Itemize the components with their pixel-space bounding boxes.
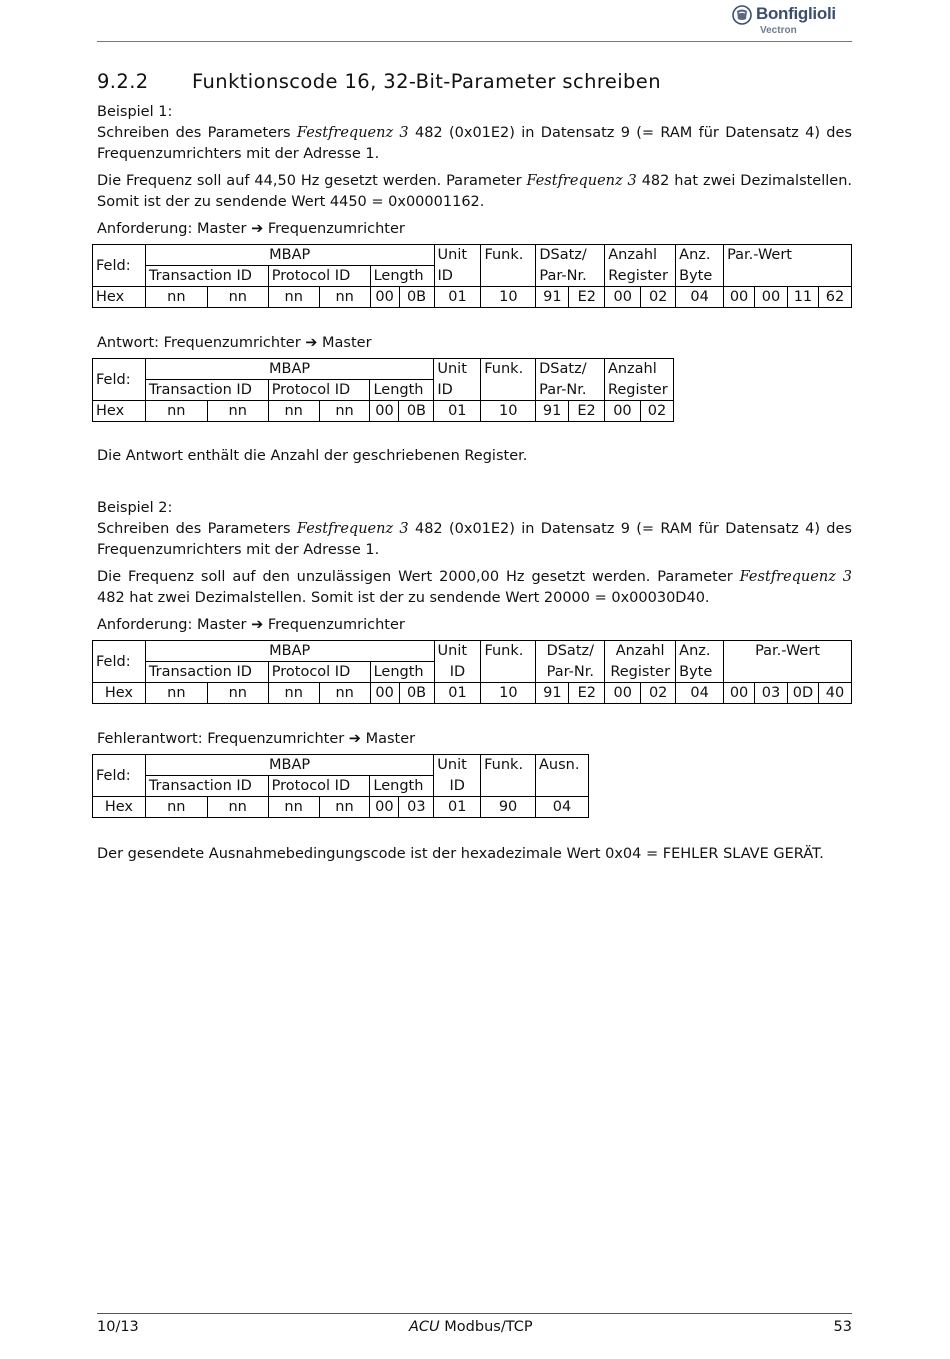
footer-doc-italic: ACU — [409, 1319, 440, 1335]
hex-row — [93, 287, 852, 308]
request-table-2 — [92, 640, 852, 704]
text: 482 (0x01E2) in Datensatz 9 (= RAM für Datensatz 4) des Frequenzumrichters mit der Adresse 1. — [97, 125, 852, 162]
hex-cell: 0D — [787, 683, 818, 704]
footer-page-number: 53 — [833, 1319, 852, 1335]
protocol-id-header: Protocol ID — [268, 776, 370, 797]
example1-paragraph1 — [97, 123, 852, 165]
ausn-header: Ausn. — [536, 755, 589, 776]
hex-cell: 03 — [399, 797, 434, 818]
example1-note: Die Antwort enthält die Anzahl der geschriebenen Register. — [97, 448, 528, 464]
hex-cell: nn — [207, 797, 268, 818]
field-label: Feld: — [93, 359, 146, 401]
length-header: Length — [370, 380, 434, 401]
par-wert-header: Par.-Wert — [724, 641, 852, 662]
protocol-id-header: Protocol ID — [268, 662, 370, 683]
unit-header-2: ID — [434, 266, 481, 287]
request-table-1 — [92, 244, 852, 308]
hex-cell: 01 — [434, 401, 481, 422]
example1-paragraph2 — [97, 171, 852, 213]
anzahl-header: Anzahl — [604, 359, 673, 380]
hex-cell: 0B — [399, 287, 434, 308]
hex-cell: 62 — [818, 287, 851, 308]
section-title: Funktionscode 16, 32-Bit-Parameter schreiben — [192, 70, 661, 93]
hex-cell: 11 — [787, 287, 818, 308]
brand-logo — [732, 4, 850, 38]
hex-cell: nn — [319, 797, 370, 818]
hex-cell: nn — [145, 797, 207, 818]
anz-byte-header-2: Byte — [676, 662, 724, 683]
hex-cell: 10 — [481, 683, 536, 704]
text: 482 hat zwei Dezimalstellen. Somit ist der zu sendende Wert 20000 = 0x00030D40. — [97, 590, 710, 606]
hex-cell: 00 — [604, 401, 640, 422]
anzahl-header: Anzahl — [605, 641, 676, 662]
hex-label: Hex — [93, 287, 146, 308]
hex-cell: 00 — [724, 287, 755, 308]
hex-cell: E2 — [569, 287, 605, 308]
unit-header: Unit — [434, 755, 481, 776]
request-label: Anforderung: Master ➔ Frequenzumrichter — [97, 221, 405, 237]
hex-row — [93, 401, 674, 422]
parameter-name: Festfrequenz 3 — [296, 521, 409, 537]
footer-document — [409, 1319, 533, 1335]
hex-cell: E2 — [569, 401, 605, 422]
field-label: Feld: — [93, 641, 146, 683]
hex-row — [93, 683, 852, 704]
brand-name: Bonfiglioli — [756, 4, 836, 23]
protocol-id-header: Protocol ID — [268, 266, 370, 287]
hex-cell: 10 — [481, 401, 536, 422]
transaction-id-header: Transaction ID — [145, 662, 268, 683]
hex-cell: nn — [268, 683, 319, 704]
dsatz-header: DSatz/ — [536, 641, 605, 662]
hex-cell: 01 — [434, 683, 481, 704]
par-wert-header: Par.-Wert — [724, 245, 852, 266]
hex-cell: nn — [145, 683, 207, 704]
hex-cell: 00 — [370, 287, 399, 308]
transaction-id-header: Transaction ID — [145, 776, 268, 797]
hex-cell: nn — [319, 401, 370, 422]
hex-cell: 91 — [536, 683, 569, 704]
dsatz-header: DSatz/ — [536, 359, 605, 380]
unit-header-2: ID — [434, 776, 481, 797]
table-row — [93, 755, 589, 776]
hex-label: Hex — [93, 683, 146, 704]
hex-cell: nn — [268, 797, 319, 818]
unit-header: Unit — [434, 359, 481, 380]
text: 482 (0x01E2) in Datensatz 9 (= RAM für Datensatz 4) des Frequenzumrichters mit der Adresse 1. — [97, 521, 852, 558]
hex-cell: nn — [145, 401, 207, 422]
dsatz-header-2: Par-Nr. — [536, 380, 605, 401]
table-row — [93, 380, 674, 401]
page-footer — [97, 1313, 852, 1344]
hex-cell: 01 — [434, 797, 481, 818]
hex-cell: 00 — [755, 287, 788, 308]
hex-cell: 0B — [399, 683, 434, 704]
hex-cell: 00 — [605, 683, 641, 704]
text: 482 hat zwei Dezimalstellen. Somit ist der zu sendende Wert 4450 = 0x00001162. — [97, 173, 853, 210]
example1-heading: Beispiel 1: — [97, 104, 173, 120]
table-row — [93, 662, 852, 683]
example2-heading: Beispiel 2: — [97, 500, 173, 516]
page-content — [97, 70, 852, 865]
parameter-name: Festfrequenz 3 — [526, 173, 637, 189]
length-header: Length — [370, 662, 434, 683]
anz-byte-header: Anz. — [676, 641, 724, 662]
hex-cell: 00 — [370, 683, 399, 704]
mbap-header: MBAP — [145, 245, 434, 266]
parameter-name: Festfrequenz 3 — [739, 569, 852, 585]
hex-cell: 90 — [481, 797, 536, 818]
example2-note: Der gesendete Ausnahmebedingungscode ist der hexadezimale Wert 0x04 = FEHLER SLAVE GERÄT. — [97, 846, 824, 862]
section-heading — [97, 70, 852, 93]
hex-cell: 02 — [641, 287, 676, 308]
protocol-id-header: Protocol ID — [268, 380, 370, 401]
dsatz-header: DSatz/ — [536, 245, 605, 266]
text: Die Frequenz soll auf 44,50 Hz gesetzt werden. Parameter — [97, 173, 527, 189]
mbap-header: MBAP — [145, 359, 434, 380]
request-label-2: Anforderung: Master ➔ Frequenzumrichter — [97, 617, 405, 633]
table-row — [93, 245, 852, 266]
unit-header: Unit — [434, 245, 481, 266]
hex-cell: 40 — [818, 683, 851, 704]
hex-cell: nn — [268, 287, 319, 308]
table-row — [93, 776, 589, 797]
hex-cell: 01 — [434, 287, 481, 308]
dsatz-header-2: Par-Nr. — [536, 266, 605, 287]
hex-cell: nn — [207, 683, 268, 704]
brand-logo-icon — [732, 5, 752, 25]
table-row — [93, 266, 852, 287]
hex-cell: nn — [207, 401, 268, 422]
response-table-1 — [92, 358, 674, 422]
hex-cell: 04 — [676, 683, 724, 704]
hex-label: Hex — [93, 797, 146, 818]
hex-cell: nn — [319, 287, 370, 308]
text: Schreiben des Parameters — [97, 125, 297, 141]
page-header — [97, 0, 852, 42]
anz-byte-header-2: Byte — [676, 266, 724, 287]
hex-label: Hex — [93, 401, 146, 422]
hex-row — [93, 797, 589, 818]
field-label: Feld: — [93, 245, 146, 287]
hex-cell: 00 — [605, 287, 641, 308]
table-row — [93, 359, 674, 380]
brand-sub: Vectron — [760, 25, 797, 36]
anzahl-header-2: Register — [605, 662, 676, 683]
funk-header: Funk. — [481, 755, 536, 776]
mbap-header: MBAP — [145, 641, 434, 662]
parameter-name: Festfrequenz 3 — [296, 125, 409, 141]
length-header: Length — [370, 776, 434, 797]
funk-header: Funk. — [481, 641, 536, 662]
example2-paragraph1 — [97, 519, 852, 561]
footer-doc-rest: Modbus/TCP — [439, 1319, 533, 1335]
unit-header-2: ID — [434, 662, 481, 683]
transaction-id-header: Transaction ID — [145, 380, 268, 401]
table-row — [93, 641, 852, 662]
anzahl-header-2: Register — [604, 380, 673, 401]
funk-header: Funk. — [481, 245, 536, 266]
length-header: Length — [370, 266, 434, 287]
mbap-header: MBAP — [145, 755, 433, 776]
unit-header: Unit — [434, 641, 481, 662]
hex-cell: 02 — [641, 683, 676, 704]
hex-cell: nn — [268, 401, 319, 422]
funk-header: Funk. — [481, 359, 536, 380]
unit-header-2: ID — [434, 380, 481, 401]
example2-paragraph2 — [97, 567, 852, 609]
hex-cell: E2 — [569, 683, 605, 704]
hex-cell: 0B — [399, 401, 434, 422]
hex-cell: 00 — [724, 683, 755, 704]
hex-cell: nn — [207, 287, 268, 308]
hex-cell: 04 — [536, 797, 589, 818]
response-label: Antwort: Frequenzumrichter ➔ Master — [97, 335, 372, 351]
field-label: Feld: — [93, 755, 146, 797]
hex-cell: nn — [145, 287, 207, 308]
anzahl-header: Anzahl — [605, 245, 676, 266]
anz-byte-header: Anz. — [676, 245, 724, 266]
error-response-table — [92, 754, 589, 818]
text: Schreiben des Parameters — [97, 521, 297, 537]
dsatz-header-2: Par-Nr. — [536, 662, 605, 683]
anzahl-header-2: Register — [605, 266, 676, 287]
hex-cell: 04 — [676, 287, 724, 308]
text: Die Frequenz soll auf den unzulässigen Wert 2000,00 Hz gesetzt werden. Parameter — [97, 569, 740, 585]
hex-cell: 00 — [370, 797, 399, 818]
hex-cell: 00 — [370, 401, 399, 422]
transaction-id-header: Transaction ID — [145, 266, 268, 287]
hex-cell: nn — [319, 683, 370, 704]
hex-cell: 03 — [755, 683, 788, 704]
footer-date: 10/13 — [97, 1319, 139, 1335]
error-response-label: Fehlerantwort: Frequenzumrichter ➔ Master — [97, 731, 416, 747]
hex-cell: 91 — [536, 287, 569, 308]
hex-cell: 10 — [481, 287, 536, 308]
section-number: 9.2.2 — [97, 70, 149, 93]
hex-cell: 91 — [536, 401, 569, 422]
hex-cell: 02 — [640, 401, 673, 422]
